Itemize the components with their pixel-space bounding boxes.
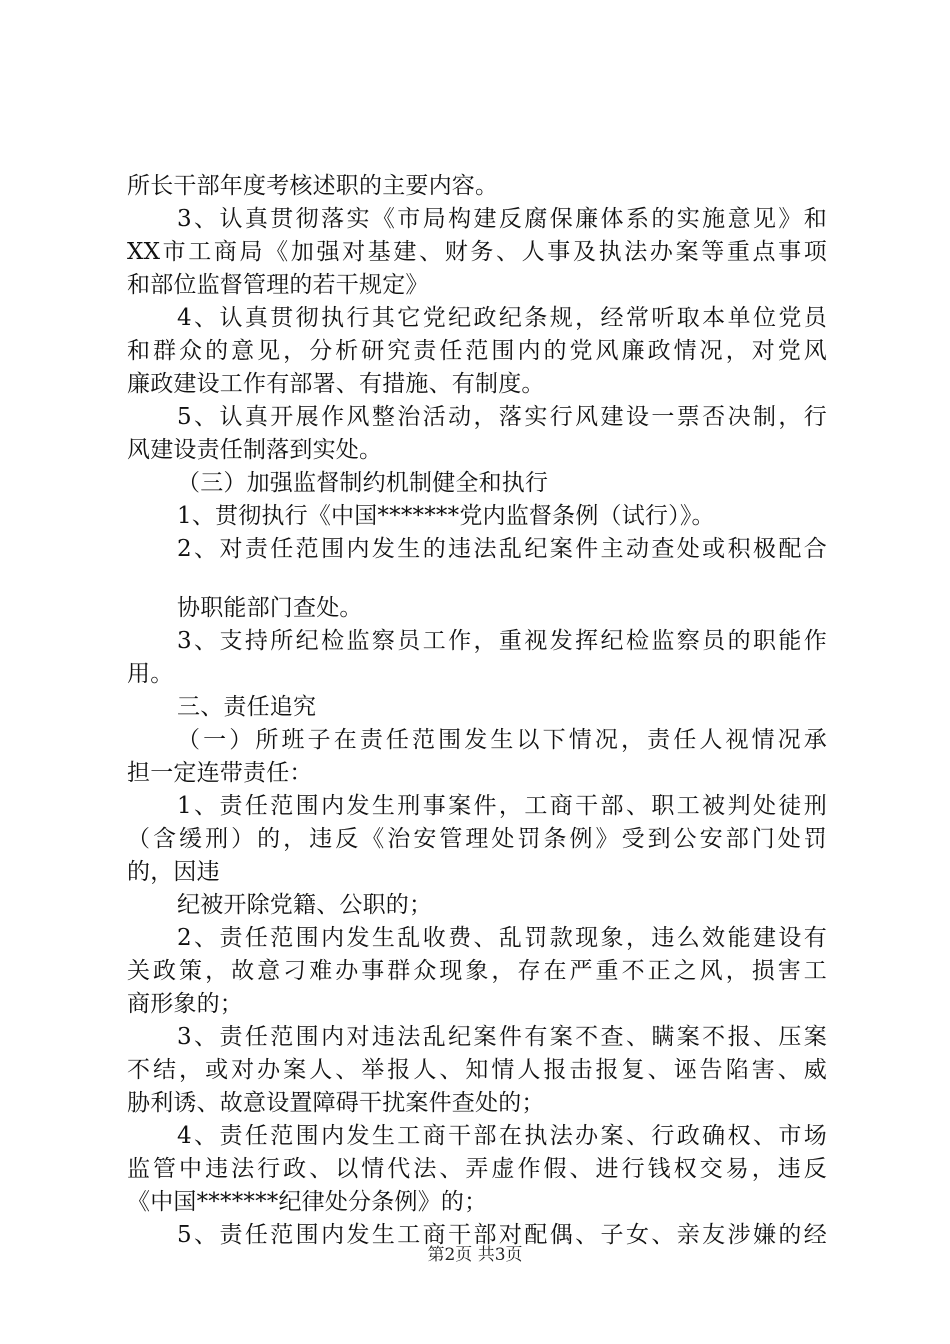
text-line: 3、认真贯彻落实《市局构建反腐保廉体系的实施意见》和 [177,206,827,232]
text-line: 5、责任范围内发生工商干部对配偶、子女、亲友涉嫌的经 [177,1222,827,1248]
text-line: 5、认真开展作风整治活动，落实行风建设一票否决制，行 [177,404,827,430]
text-line: （含缓刑）的，违反《治安管理处罚条例》受到公安部门处罚 [127,826,827,852]
text-line: 2、对责任范围内发生的违法乱纪案件主动查处或积极配合 [177,536,827,562]
text-line: 担一定连带责任： [127,760,313,786]
text-line: 1、责任范围内发生刑事案件，工商干部、职工被判处徒刑 [177,793,827,819]
text-line: XX市工商局《加强对基建、财务、人事及执法办案等重点事项 [127,239,827,265]
text-line: 3、责任范围内对违法乱纪案件有案不查、瞒案不报、压案 [177,1024,827,1050]
text-line: 监管中违法行政、以情代法、弄虚作假、进行钱权交易，违反 [127,1156,827,1182]
text-line: 所长干部年度考核述职的主要内容。 [127,173,499,199]
text-line: 关政策，故意刁难办事群众现象，存在严重不正之风，损害工 [127,958,827,984]
text-line: 商形象的； [127,991,243,1017]
page-number: 第2页 共3页 [427,1245,523,1265]
text-line: 胁利诱、故意设置障碍干扰案件查处的； [127,1090,545,1116]
text-line: 廉政建设工作有部署、有措施、有制度。 [127,371,545,397]
text-line: 4、认真贯彻执行其它党纪政纪条规，经常听取本单位党员 [177,305,827,331]
text-line: 1、贯彻执行《中国*******党内监督条例（试行）》。 [177,503,715,529]
text-line: 3、支持所纪检监察员工作，重视发挥纪检监察员的职能作 [177,628,827,654]
text-line: （一）所班子在责任范围发生以下情况，责任人视情况承 [177,727,827,753]
text-line: 不结，或对办案人、举报人、知情人报击报复、诬告陷害、威 [127,1057,827,1083]
text-line: 纪被开除党籍、公职的； [177,892,433,918]
text-line: 协职能部门查处。 [177,595,363,621]
text-line: 的，因违 [127,859,220,885]
text-line: 4、责任范围内发生工商干部在执法办案、行政确权、市场 [177,1123,827,1149]
text-line: 《中国*******纪律处分条例》的； [127,1189,488,1215]
section-heading: （三）加强监督制约机制健全和执行 [177,470,549,496]
text-line: 用。 [127,661,174,687]
text-line: 风建设责任制落到实处。 [127,437,383,463]
text-line: 2、责任范围内发生乱收费、乱罚款现象，违么效能建设有 [177,925,827,951]
section-heading: 三、责任追究 [177,694,317,720]
text-line: 和群众的意见，分析研究责任范围内的党风廉政情况，对党风 [127,338,827,364]
text-line: 和部位监督管理的若干规定》 [127,272,429,298]
